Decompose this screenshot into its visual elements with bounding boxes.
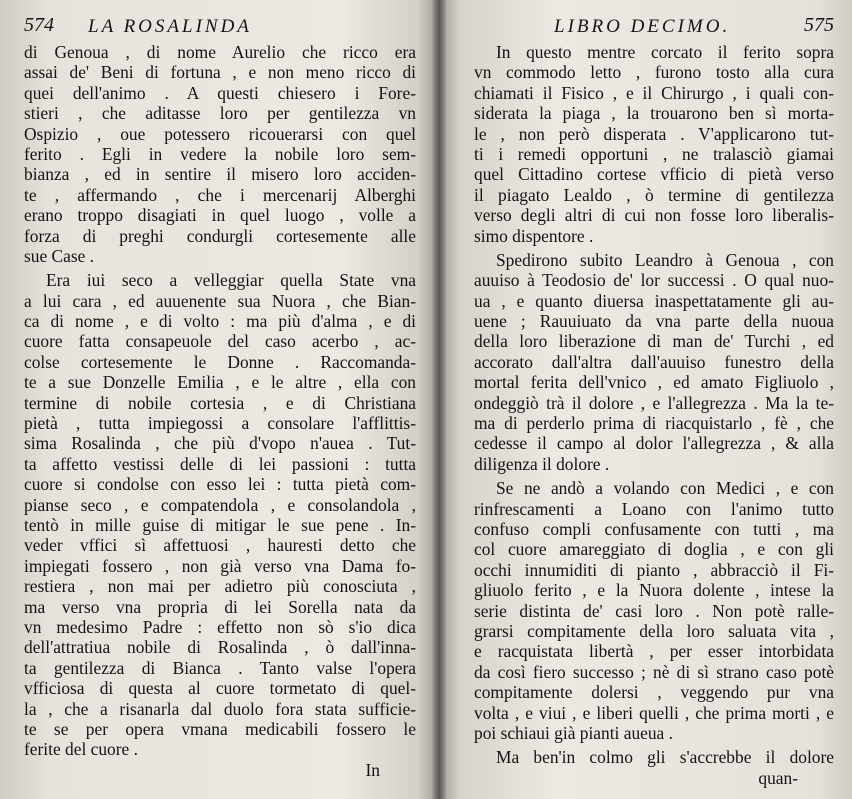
text-line: ondeggiò trà il dolore , e l'allegrezza . Ma la te-: [474, 392, 834, 413]
text-line: occhi innumiditi di pianto , abbracciò il Fi-: [474, 559, 834, 580]
text-line: compitamente dolersi , veggendo pur vna: [474, 682, 834, 703]
text-line: diligenza il dolore .: [474, 453, 610, 474]
text-line: In questo mentre corcato il ferito sopra: [496, 42, 834, 62]
text-line: la , che a risanarla dal duolo fora stata sufficie-: [24, 698, 416, 719]
text-line: restiera , non mai per adietro più conosciuta ,: [24, 576, 416, 597]
text-line: sima Rosalinda , che più d'vopo n'auea . Tut-: [24, 433, 416, 454]
right-page-number: 575: [804, 14, 834, 36]
text-line: veder vffici sì affettuosi , hauresti detto che: [24, 535, 416, 556]
text-line: poi schiaui già pianti aueua .: [474, 722, 673, 743]
text-line: impiegati fossero , non già verso vna Dama fo-: [24, 555, 416, 576]
text-line: uene ; Rauuiuato da vna parte della nuoua: [474, 311, 834, 332]
text-line: te se per opera vmana medicabili fossero le: [24, 718, 416, 739]
text-line: colse cortesemente le Donne . Raccomanda-: [24, 351, 416, 372]
text-line: Era iui seco a velleggiar quella State vna: [46, 270, 416, 291]
text-line: te a sue Donzelle Emilia , e le altre , ella con: [24, 372, 416, 393]
text-line: ma di perderlo prima di riacquistarlo , fè , che: [474, 413, 834, 434]
text-line: della loro liberazione di man de' Turchi , ed: [474, 331, 834, 352]
text-line: sue Case .: [24, 245, 95, 266]
text-line: ferite del cuore .: [24, 739, 138, 760]
left-running-head: LA ROSALINDA: [88, 16, 252, 37]
text-line: Ma ben'in colmo gli s'accrebbe il dolore: [496, 747, 834, 768]
text-line: rinfrescamenti a Loano con l'animo tutto: [474, 498, 834, 519]
text-line: vn medesimo Padre : effetto non sò s'io dica: [24, 616, 416, 637]
text-line: vfficiosa di questa al cuore tormetato di quel-: [24, 678, 416, 699]
text-line: ti i remedi opportuni , ne tralasciò giamai: [474, 143, 834, 164]
text-line: Se ne andò a volando con Medici , e con: [496, 478, 834, 499]
text-line: ta gentilezza di Bianca . Tanto valse l'opera: [24, 657, 416, 678]
text-line: cuore si condolse con esso lei : tutta pietà com-: [24, 474, 416, 495]
text-line: bianza , ed in sentire il misero loro acciden-: [24, 164, 416, 185]
text-line: cuore fatta consapeuole del caso acerbo , ac-: [24, 331, 416, 352]
text-line: siderata la piaga , la trouarono ben sì morta-: [474, 103, 834, 124]
text-line: Ospizio , oue potessero ricouerarsi con quel: [24, 123, 416, 144]
text-line: serie distinta de' casi loro . Non potè ralle-: [474, 600, 834, 621]
text-line: col cuore amareggiato di doglia , e con gli: [474, 539, 834, 560]
text-line: a lui cara , ed auuenente sua Nuora , che Bian-: [24, 290, 416, 311]
text-line: da così fiero successo ; nè di sì strano caso potè: [474, 661, 834, 682]
text-line: mortal ferita dell'vnico , ed amato Figliuolo ,: [474, 372, 834, 393]
left-page-number: 574: [24, 14, 54, 36]
text-line: forza di preghi condurgli cortesemente alle: [24, 225, 416, 246]
catchword: quan-: [758, 767, 798, 788]
text-line: pianse seco , e compatendola , e consolandola ,: [24, 494, 416, 515]
text-line: le , non però disperata . V'applicarono tut-: [474, 123, 834, 144]
text-line: te , affermando , che i mercenarij Alberghi: [24, 184, 416, 205]
text-line: Spedirono subito Leandro à Genoua , con: [496, 249, 834, 270]
text-line: ma verso vna propria di lei Sorella nata da: [24, 596, 416, 617]
text-line: tentò in mille guise di mitigar le sue pene . In-: [24, 514, 416, 535]
right-page-text: [474, 42, 834, 788]
text-line: ua , e quanto diuersa inaspettatamente gli au-: [474, 290, 834, 311]
left-page-text: [24, 42, 416, 780]
text-line: quel Cittadino cortese vfficio di pietà verso: [474, 164, 834, 185]
book-gutter: [432, 0, 446, 799]
text-line: termine di nobile cortesia , e di Christiana: [24, 392, 416, 413]
text-line: stieri , che aditasse loro per gentilezza vn: [24, 103, 416, 124]
text-line: dell'attratiua nobile di Rosalinda , ò dall'inna-: [24, 637, 416, 658]
text-line: verso degli altri di cui non fosse loro liberalis-: [474, 205, 834, 226]
text-line: erano troppo disagiati in quel luogo , volle a: [24, 205, 416, 226]
text-line: ta affetto vestissi delle di lei passioni : tutta: [24, 453, 416, 474]
left-page-header: [24, 16, 416, 38]
text-line: il piagato Lealdo , ò termine di gentilezza: [474, 184, 834, 205]
catchword: In: [365, 759, 380, 780]
text-line: assai de' Beni di fortuna , e non meno ricco di: [24, 62, 416, 83]
right-page: [446, 0, 852, 799]
text-line: auuiso à Teodosio de' lor successi . O qual nuo-: [474, 270, 834, 291]
text-line: ca di nome , e di volto : ma più d'alma , e di: [24, 311, 416, 332]
right-page-header: [474, 16, 834, 38]
text-line: e racquistata libertà , per esser intorbidata: [474, 641, 834, 662]
text-line: ferito . Egli in vedere la nobile loro sem-: [24, 143, 416, 164]
text-line: simo dispentore .: [474, 225, 594, 246]
text-line: quei dell'animo . A questi chiesero i Fore-: [24, 82, 416, 103]
text-line: grarsi compitamente della loro saluata vita ,: [474, 620, 834, 641]
text-line: gliuolo ferito , e la Nuora dolente , intese la: [474, 580, 834, 601]
text-line: confuso compli confusamente con tutti , ma: [474, 518, 834, 539]
text-line: chiamati il Fisico , e il Chirurgo , i quali con-: [474, 82, 834, 103]
text-line: pietà , tutta impiegossi a consolare l'afflittis-: [24, 413, 416, 434]
text-line: cedesse il campo al dolor l'allegrezza , & alla: [474, 433, 834, 454]
text-line: vn commodo letto , furono tosto alla cura: [474, 62, 834, 83]
text-line: volta , e viui , e liberi quelli , che prima morti , e: [474, 702, 834, 723]
text-line: accorato dall'altra dall'auuiso funestro della: [474, 351, 834, 372]
text-line: di Genoua , di nome Aurelio che ricco era: [24, 42, 416, 62]
right-running-head: LIBRO DECIMO.: [554, 16, 731, 37]
